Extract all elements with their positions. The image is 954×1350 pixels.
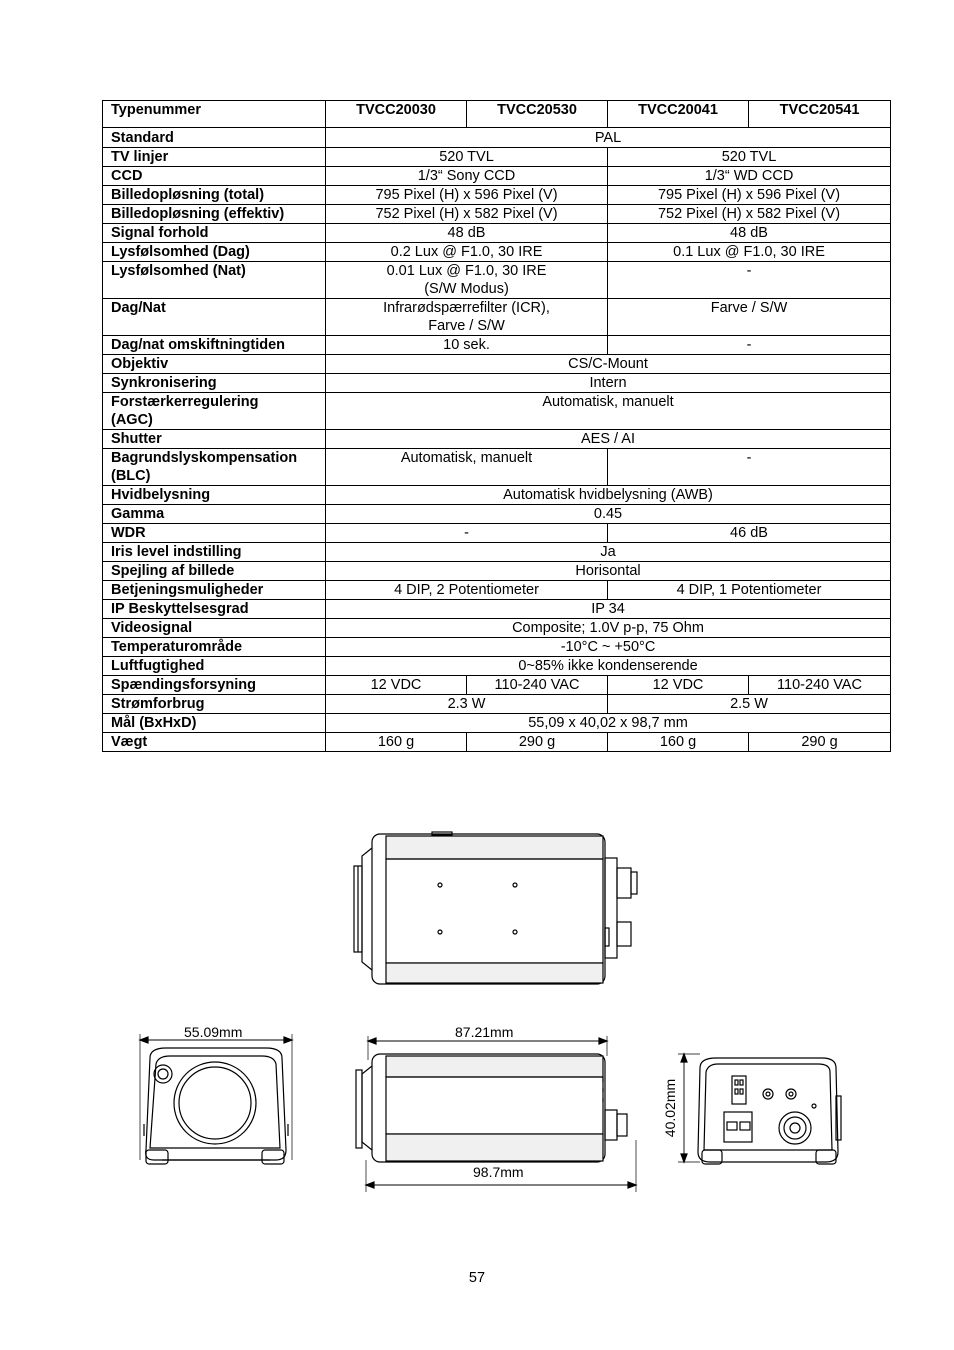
table-cell: 4 DIP, 2 Potentiometer <box>326 581 608 600</box>
table-cell: 10 sek. <box>326 336 608 355</box>
row-label: Spejling af billede <box>103 562 326 581</box>
table-cell: Automatisk, manuelt <box>326 393 891 430</box>
row-label: Hvidbelysning <box>103 486 326 505</box>
table-cell: 160 g <box>608 733 749 752</box>
model-header: TVCC20041 <box>608 101 749 128</box>
table-cell: 1/3“ Sony CCD <box>326 167 608 186</box>
table-cell: Composite; 1.0V p-p, 75 Ohm <box>326 619 891 638</box>
table-cell: 752 Pixel (H) x 582 Pixel (V) <box>326 205 608 224</box>
body-length-dimension: 87.21mm <box>455 1024 514 1040</box>
row-label: Synkronisering <box>103 374 326 393</box>
row-label: Betjeningsmuligheder <box>103 581 326 600</box>
table-cell: - <box>326 524 608 543</box>
row-label: Lysfølsomhed (Nat) <box>103 262 326 299</box>
row-label: Standard <box>103 128 326 148</box>
row-label: Forstærkerregulering (AGC) <box>103 393 326 430</box>
table-cell: Automatisk, manuelt <box>326 449 608 486</box>
row-label: Billedopløsning (total) <box>103 186 326 205</box>
table-cell: 0.2 Lux @ F1.0, 30 IRE <box>326 243 608 262</box>
table-cell: 0.45 <box>326 505 891 524</box>
row-label: TV linjer <box>103 148 326 167</box>
camera-front-view <box>140 1034 292 1164</box>
row-label: Temperaturområde <box>103 638 326 657</box>
row-label: Lysfølsomhed (Dag) <box>103 243 326 262</box>
row-label: Iris level indstilling <box>103 543 326 562</box>
header-label: Typenummer <box>103 101 326 128</box>
table-cell: 4 DIP, 1 Potentiometer <box>608 581 891 600</box>
table-cell: 160 g <box>326 733 467 752</box>
table-cell: AES / AI <box>326 430 891 449</box>
row-label: Videosignal <box>103 619 326 638</box>
table-cell: 110-240 VAC <box>749 676 891 695</box>
table-cell: 1/3“ WD CCD <box>608 167 891 186</box>
row-label: Signal forhold <box>103 224 326 243</box>
table-cell: 55,09 x 40,02 x 98,7 mm <box>326 714 891 733</box>
table-cell: 2.3 W <box>326 695 608 714</box>
table-cell: 290 g <box>749 733 891 752</box>
table-cell: - <box>608 336 891 355</box>
table-cell: 795 Pixel (H) x 596 Pixel (V) <box>608 186 891 205</box>
row-label: Shutter <box>103 430 326 449</box>
row-label: Dag/nat omskiftningtiden <box>103 336 326 355</box>
row-label: CCD <box>103 167 326 186</box>
model-header: TVCC20530 <box>467 101 608 128</box>
row-label: Objektiv <box>103 355 326 374</box>
table-cell: PAL <box>326 128 891 148</box>
table-cell: - <box>608 449 891 486</box>
table-cell: 0.01 Lux @ F1.0, 30 IRE (S/W Modus) <box>326 262 608 299</box>
table-cell: 0~85% ikke kondenserende <box>326 657 891 676</box>
table-cell: - <box>608 262 891 299</box>
table-cell: 48 dB <box>326 224 608 243</box>
table-cell: IP 34 <box>326 600 891 619</box>
row-label: Strømforbrug <box>103 695 326 714</box>
row-label: Gamma <box>103 505 326 524</box>
row-label: Vægt <box>103 733 326 752</box>
row-label: IP Beskyttelsesgrad <box>103 600 326 619</box>
row-label: Spændingsforsyning <box>103 676 326 695</box>
table-cell: 520 TVL <box>608 148 891 167</box>
height-dimension: 40.02mm <box>662 1078 678 1138</box>
table-cell: 795 Pixel (H) x 596 Pixel (V) <box>326 186 608 205</box>
table-cell: Horisontal <box>326 562 891 581</box>
row-label: Bagrundslyskompensation (BLC) <box>103 449 326 486</box>
row-label: Mål (BxHxD) <box>103 714 326 733</box>
front-width-dimension: 55.09mm <box>184 1024 243 1040</box>
table-cell: Farve / S/W <box>608 299 891 336</box>
table-cell: 2.5 W <box>608 695 891 714</box>
row-label: Billedopløsning (effektiv) <box>103 205 326 224</box>
camera-top-view <box>354 832 637 984</box>
row-label: Dag/Nat <box>103 299 326 336</box>
table-cell: Intern <box>326 374 891 393</box>
table-cell: Ja <box>326 543 891 562</box>
row-label: WDR <box>103 524 326 543</box>
table-cell: CS/C-Mount <box>326 355 891 374</box>
table-cell: 290 g <box>467 733 608 752</box>
table-cell: 12 VDC <box>326 676 467 695</box>
table-cell: 752 Pixel (H) x 582 Pixel (V) <box>608 205 891 224</box>
table-cell: 110-240 VAC <box>467 676 608 695</box>
table-cell: 46 dB <box>608 524 891 543</box>
table-cell: -10°C ~ +50°C <box>326 638 891 657</box>
table-cell: 48 dB <box>608 224 891 243</box>
table-cell: Infrarødspærrefilter (ICR), Farve / S/W <box>326 299 608 336</box>
row-label: Luftfugtighed <box>103 657 326 676</box>
table-cell: Automatisk hvidbelysning (AWB) <box>326 486 891 505</box>
model-header: TVCC20541 <box>749 101 891 128</box>
model-header: TVCC20030 <box>326 101 467 128</box>
table-cell: 0.1 Lux @ F1.0, 30 IRE <box>608 243 891 262</box>
total-length-dimension: 98.7mm <box>473 1164 524 1180</box>
table-cell: 520 TVL <box>326 148 608 167</box>
page-number: 57 <box>468 1270 486 1286</box>
table-cell: 12 VDC <box>608 676 749 695</box>
camera-rear-view <box>678 1054 841 1164</box>
